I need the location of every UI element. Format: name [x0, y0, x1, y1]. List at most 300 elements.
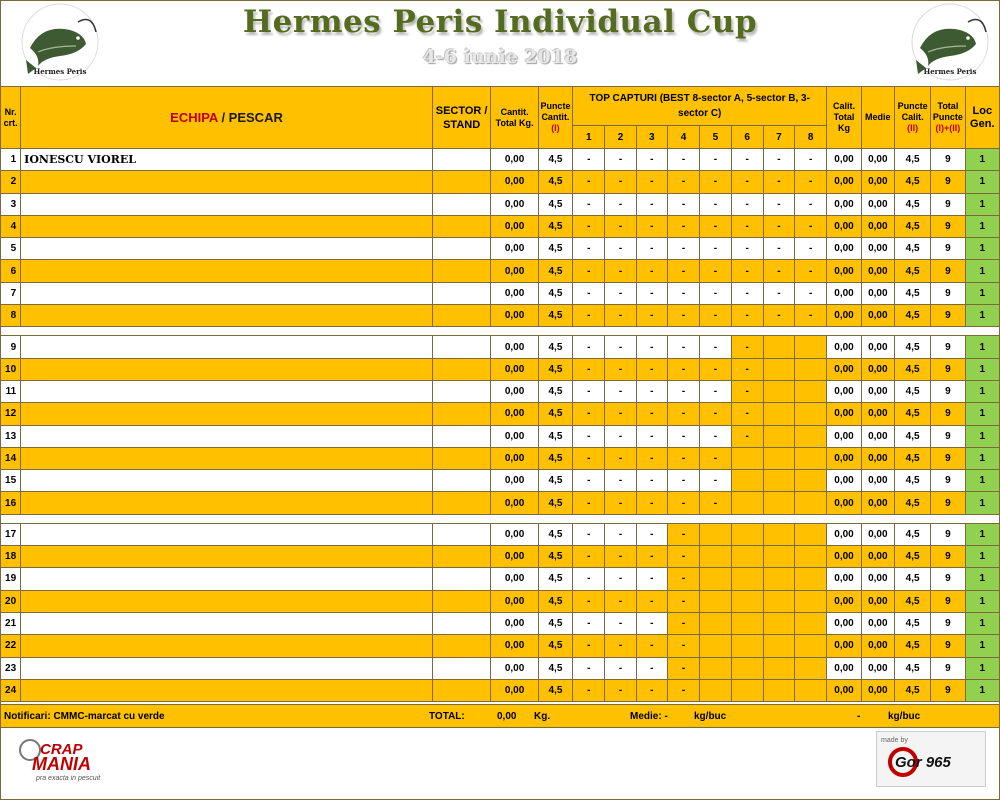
total-puncte: 9	[931, 590, 965, 612]
cantit-total: 0,00	[491, 470, 538, 492]
capture-cell: -	[667, 238, 699, 260]
table-row	[1, 546, 1000, 568]
medie-value: 0,00	[861, 238, 894, 260]
cantit-total: 0,00	[491, 635, 538, 657]
total-puncte: 9	[931, 403, 965, 425]
page-header	[0, 0, 1000, 86]
col-header-medie: Medie	[861, 87, 894, 149]
calit-total: 0,00	[827, 380, 861, 402]
capture-cell: -	[667, 590, 699, 612]
table-row	[1, 425, 1000, 447]
capture-cell	[763, 447, 794, 469]
capture-cell	[795, 612, 827, 634]
total-puncte: 9	[931, 657, 965, 679]
capture-cell: -	[573, 590, 605, 612]
puncte-cantit: 4,5	[538, 403, 572, 425]
calit-total: 0,00	[827, 149, 861, 171]
sector-stand	[432, 679, 491, 701]
row-number: 17	[1, 523, 21, 545]
capture-cell: -	[700, 336, 731, 358]
puncte-cantit: 4,5	[538, 679, 572, 701]
sector-stand	[432, 657, 491, 679]
capture-cell: -	[667, 568, 699, 590]
medie-label: Medie: -	[630, 711, 668, 722]
capture-cell: -	[573, 282, 605, 304]
capture-cell: -	[700, 403, 731, 425]
row-number: 13	[1, 425, 21, 447]
angler-name	[21, 635, 433, 657]
sector-stand	[432, 590, 491, 612]
loc-general: 1	[965, 546, 999, 568]
puncte-calit: 4,5	[894, 657, 930, 679]
capture-cell: -	[700, 425, 731, 447]
capture-cell: -	[605, 546, 636, 568]
medie-unit: kg/buc	[694, 711, 727, 722]
row-number: 1	[1, 149, 21, 171]
row-number: 14	[1, 447, 21, 469]
cantit-total: 0,00	[491, 149, 538, 171]
angler-name	[21, 492, 433, 514]
capture-cell: -	[573, 470, 605, 492]
table-row	[1, 380, 1000, 402]
crapmania-logo	[14, 736, 114, 784]
capture-cell: -	[700, 358, 731, 380]
slash-label: /	[217, 110, 229, 125]
puncte-calit: 4,5	[894, 238, 930, 260]
total-puncte: 9	[931, 260, 965, 282]
row-number: 16	[1, 492, 21, 514]
capture-cell	[731, 635, 763, 657]
capture-cell: -	[731, 336, 763, 358]
calit-total: 0,00	[827, 447, 861, 469]
capture-cell: -	[731, 193, 763, 215]
col-header-puncte-calit	[894, 87, 930, 149]
medie-value: 0,00	[861, 635, 894, 657]
row-number: 19	[1, 568, 21, 590]
loc-general: 1	[965, 635, 999, 657]
puncte-calit: 4,5	[894, 336, 930, 358]
capture-cell: -	[573, 260, 605, 282]
capture-cell	[795, 447, 827, 469]
total-puncte: 9	[931, 425, 965, 447]
puncte-cantit: 4,5	[538, 305, 572, 327]
row-number: 7	[1, 282, 21, 304]
table-row	[1, 403, 1000, 425]
sector-stand	[432, 403, 491, 425]
medie-value: 0,00	[861, 260, 894, 282]
sector-stand	[432, 171, 491, 193]
capture-cell: -	[605, 260, 636, 282]
total-puncte: 9	[931, 523, 965, 545]
total-puncte: 9	[931, 447, 965, 469]
medie-value: 0,00	[861, 612, 894, 634]
capture-cell: -	[636, 282, 667, 304]
col-header-total-puncte	[931, 87, 965, 149]
row-number: 4	[1, 215, 21, 237]
puncte-calit: 4,5	[894, 492, 930, 514]
capture-cell: -	[700, 260, 731, 282]
col-header-echipa-pescar	[21, 87, 433, 149]
capture-cell	[763, 612, 794, 634]
total-puncte: 9	[931, 215, 965, 237]
section-separator	[1, 514, 1000, 523]
capture-cell	[731, 590, 763, 612]
capture-cell	[731, 679, 763, 701]
capture-cell	[731, 568, 763, 590]
capture-cell: -	[667, 657, 699, 679]
capture-cell: -	[763, 260, 794, 282]
pescar-label: PESCAR	[228, 110, 283, 125]
loc-general: 1	[965, 336, 999, 358]
capture-cell: -	[700, 215, 731, 237]
capture-cell	[731, 470, 763, 492]
capture-cell	[763, 679, 794, 701]
capture-cell: -	[731, 238, 763, 260]
capture-cell: -	[605, 403, 636, 425]
capture-cell: -	[605, 282, 636, 304]
capture-cell: -	[667, 447, 699, 469]
capture-col-1: 1	[573, 126, 605, 149]
capture-cell	[731, 657, 763, 679]
cantit-total: 0,00	[491, 568, 538, 590]
sector-stand	[432, 568, 491, 590]
total-puncte: 9	[931, 568, 965, 590]
calit-total: 0,00	[827, 425, 861, 447]
capture-cell: -	[700, 171, 731, 193]
capture-cell	[763, 590, 794, 612]
table-row	[1, 282, 1000, 304]
capture-cell: -	[605, 523, 636, 545]
capture-cell	[795, 635, 827, 657]
capture-cell	[795, 546, 827, 568]
angler-name	[21, 260, 433, 282]
section-separator	[1, 327, 1000, 336]
angler-name	[21, 358, 433, 380]
capture-cell	[795, 523, 827, 545]
capture-cell	[763, 380, 794, 402]
table-row	[1, 470, 1000, 492]
total-puncte: 9	[931, 282, 965, 304]
loc-general: 1	[965, 425, 999, 447]
capture-cell: -	[795, 215, 827, 237]
capture-col-6: 6	[731, 126, 763, 149]
capture-cell: -	[573, 336, 605, 358]
capture-cell: -	[700, 282, 731, 304]
capture-cell: -	[667, 546, 699, 568]
cantit-total: 0,00	[491, 358, 538, 380]
col-header-sector: SECTOR / STAND	[432, 87, 491, 149]
capture-cell: -	[605, 590, 636, 612]
sector-stand	[432, 447, 491, 469]
capture-cell: -	[763, 193, 794, 215]
table-row	[1, 568, 1000, 590]
calit-total: 0,00	[827, 470, 861, 492]
capture-cell: -	[700, 149, 731, 171]
row-number: 10	[1, 358, 21, 380]
table-row	[1, 305, 1000, 327]
total-puncte: 9	[931, 358, 965, 380]
sector-stand	[432, 282, 491, 304]
medie-value: 0,00	[861, 149, 894, 171]
gor-brand-text: Gor 965	[895, 754, 951, 771]
capture-cell: -	[605, 358, 636, 380]
sector-stand	[432, 635, 491, 657]
total-unit: Kg.	[534, 711, 551, 722]
capture-col-8: 8	[795, 126, 827, 149]
medie-value: 0,00	[861, 679, 894, 701]
loc-general: 1	[965, 305, 999, 327]
loc-general: 1	[965, 612, 999, 634]
sector-stand	[432, 193, 491, 215]
capture-col-3: 3	[636, 126, 667, 149]
capture-cell: -	[763, 215, 794, 237]
capture-cell	[700, 546, 731, 568]
puncte-calit: 4,5	[894, 612, 930, 634]
capture-cell: -	[573, 149, 605, 171]
capture-cell: -	[731, 282, 763, 304]
capture-cell: -	[605, 635, 636, 657]
cantit-total: 0,00	[491, 425, 538, 447]
angler-name	[21, 336, 433, 358]
medie-value: 0,00	[861, 470, 894, 492]
table-row	[1, 635, 1000, 657]
row-number: 24	[1, 679, 21, 701]
row-number: 8	[1, 305, 21, 327]
puncte-calit: 4,5	[894, 635, 930, 657]
capture-cell	[731, 492, 763, 514]
total-value: 0,00	[497, 711, 517, 722]
table-row	[1, 260, 1000, 282]
logo-right-caption: Hermes Peris	[923, 67, 977, 76]
medie-value: 0,00	[861, 492, 894, 514]
capture-cell: -	[573, 215, 605, 237]
crapmania-word-mania: MANIA	[32, 754, 91, 774]
table-row	[1, 447, 1000, 469]
row-number: 18	[1, 546, 21, 568]
capture-cell: -	[731, 215, 763, 237]
medie-value: 0,00	[861, 590, 894, 612]
row-number: 2	[1, 171, 21, 193]
capture-cell: -	[667, 282, 699, 304]
table-row	[1, 523, 1000, 545]
puncte-cantit: 4,5	[538, 635, 572, 657]
capture-cell	[795, 657, 827, 679]
capture-cell: -	[795, 149, 827, 171]
medie-value: 0,00	[861, 546, 894, 568]
capture-cell: -	[667, 470, 699, 492]
medie-value: 0,00	[861, 358, 894, 380]
puncte-cantit: 4,5	[538, 492, 572, 514]
capture-cell	[763, 425, 794, 447]
cantit-total: 0,00	[491, 380, 538, 402]
capture-cell: -	[667, 403, 699, 425]
crapmania-word-crap: CRAP	[40, 741, 83, 758]
loc-general: 1	[965, 149, 999, 171]
loc-general: 1	[965, 657, 999, 679]
medie-value: 0,00	[861, 403, 894, 425]
capture-cell	[700, 590, 731, 612]
capture-cell	[763, 523, 794, 545]
capture-cell	[731, 612, 763, 634]
capture-cell: -	[763, 238, 794, 260]
capture-cell: -	[667, 635, 699, 657]
calit-total: 0,00	[827, 305, 861, 327]
capture-cell: -	[605, 470, 636, 492]
capture-cell: -	[605, 305, 636, 327]
table-row	[1, 492, 1000, 514]
capture-cell: -	[573, 523, 605, 545]
capture-cell: -	[667, 215, 699, 237]
cantit-total: 0,00	[491, 238, 538, 260]
row-number: 15	[1, 470, 21, 492]
table-header-row	[1, 87, 1000, 126]
puncte-calit: 4,5	[894, 590, 930, 612]
calit-total: 0,00	[827, 238, 861, 260]
carp-logo-right	[906, 2, 994, 84]
puncte-calit: 4,5	[894, 568, 930, 590]
capture-cell: -	[700, 193, 731, 215]
cantit-total: 0,00	[491, 403, 538, 425]
angler-name	[21, 546, 433, 568]
cantit-total: 0,00	[491, 447, 538, 469]
calit-total: 0,00	[827, 590, 861, 612]
loc-general: 1	[965, 171, 999, 193]
loc-general: 1	[965, 380, 999, 402]
cantit-total: 0,00	[491, 612, 538, 634]
sector-stand	[432, 523, 491, 545]
calit-total: 0,00	[827, 358, 861, 380]
cantit-total: 0,00	[491, 657, 538, 679]
cantit-total: 0,00	[491, 336, 538, 358]
calit-total: 0,00	[827, 193, 861, 215]
capture-cell	[700, 635, 731, 657]
cantit-total: 0,00	[491, 590, 538, 612]
medie-value: 0,00	[861, 447, 894, 469]
calit-total: 0,00	[827, 612, 861, 634]
capture-cell: -	[636, 336, 667, 358]
sector-stand	[432, 238, 491, 260]
capture-cell: -	[636, 193, 667, 215]
puncte-cantit: 4,5	[538, 282, 572, 304]
cantit-total: 0,00	[491, 171, 538, 193]
angler-name	[21, 612, 433, 634]
total-puncte: 9	[931, 336, 965, 358]
calit-total: 0,00	[827, 215, 861, 237]
total-puncte: 9	[931, 679, 965, 701]
gor965-logo	[876, 731, 986, 787]
angler-name	[21, 238, 433, 260]
puncte-cantit: 4,5	[538, 336, 572, 358]
capture-cell: -	[605, 215, 636, 237]
calit-total: 0,00	[827, 171, 861, 193]
capture-cell	[795, 470, 827, 492]
capture-cell: -	[573, 568, 605, 590]
medie-value: 0,00	[861, 568, 894, 590]
puncte-cantit: 4,5	[538, 447, 572, 469]
angler-name	[21, 380, 433, 402]
puncte-cantit: 4,5	[538, 171, 572, 193]
total-puncte: 9	[931, 171, 965, 193]
puncte-calit: 4,5	[894, 171, 930, 193]
capture-cell: -	[667, 358, 699, 380]
col-header-cantit: Cantit. Total Kg.	[491, 87, 538, 149]
calit-total: 0,00	[827, 403, 861, 425]
capture-cell	[763, 358, 794, 380]
col-header-loc: Loc Gen.	[965, 87, 999, 149]
medie-value: 0,00	[861, 657, 894, 679]
capture-cell: -	[636, 546, 667, 568]
table-row	[1, 215, 1000, 237]
puncte-cantit: 4,5	[538, 238, 572, 260]
capture-cell: -	[795, 305, 827, 327]
puncte-cantit-label: Puncte Cantit.	[540, 101, 571, 122]
capture-cell: -	[573, 305, 605, 327]
puncte-calit: 4,5	[894, 358, 930, 380]
angler-name	[21, 171, 433, 193]
cantit-total: 0,00	[491, 305, 538, 327]
loc-general: 1	[965, 282, 999, 304]
capture-cell: -	[700, 470, 731, 492]
total-puncte: 9	[931, 149, 965, 171]
capture-col-4: 4	[667, 126, 699, 149]
capture-cell: -	[795, 238, 827, 260]
capture-cell	[700, 568, 731, 590]
capture-cell: -	[795, 282, 827, 304]
capture-cell: -	[667, 679, 699, 701]
capture-col-5: 5	[700, 126, 731, 149]
capture-cell	[763, 635, 794, 657]
capture-cell: -	[605, 447, 636, 469]
capture-cell: -	[605, 171, 636, 193]
puncte-cantit: 4,5	[538, 260, 572, 282]
capture-cell: -	[700, 380, 731, 402]
table-row	[1, 657, 1000, 679]
capture-cell	[795, 358, 827, 380]
table-row	[1, 612, 1000, 634]
cantit-total: 0,00	[491, 492, 538, 514]
loc-general: 1	[965, 470, 999, 492]
sector-stand	[432, 612, 491, 634]
medie-value: 0,00	[861, 305, 894, 327]
capture-cell: -	[636, 612, 667, 634]
sector-stand	[432, 380, 491, 402]
capture-cell: -	[636, 523, 667, 545]
angler-name	[21, 215, 433, 237]
capture-cell	[763, 492, 794, 514]
puncte-calit: 4,5	[894, 523, 930, 545]
cantit-total: 0,00	[491, 523, 538, 545]
capture-cell: -	[573, 358, 605, 380]
capture-cell: -	[605, 238, 636, 260]
capture-cell: -	[573, 171, 605, 193]
loc-general: 1	[965, 260, 999, 282]
puncte-cantit: 4,5	[538, 612, 572, 634]
total-puncte: 9	[931, 380, 965, 402]
capture-cell: -	[636, 149, 667, 171]
capture-cell: -	[667, 425, 699, 447]
cantit-total: 0,00	[491, 193, 538, 215]
puncte-cantit: 4,5	[538, 358, 572, 380]
puncte-calit: 4,5	[894, 260, 930, 282]
loc-general: 1	[965, 193, 999, 215]
total-puncte: 9	[931, 238, 965, 260]
capture-cell	[731, 447, 763, 469]
capture-cell	[700, 679, 731, 701]
total-puncte-tag: (I)+(II)	[935, 123, 961, 133]
capture-cell	[700, 657, 731, 679]
row-number: 21	[1, 612, 21, 634]
puncte-cantit: 4,5	[538, 380, 572, 402]
